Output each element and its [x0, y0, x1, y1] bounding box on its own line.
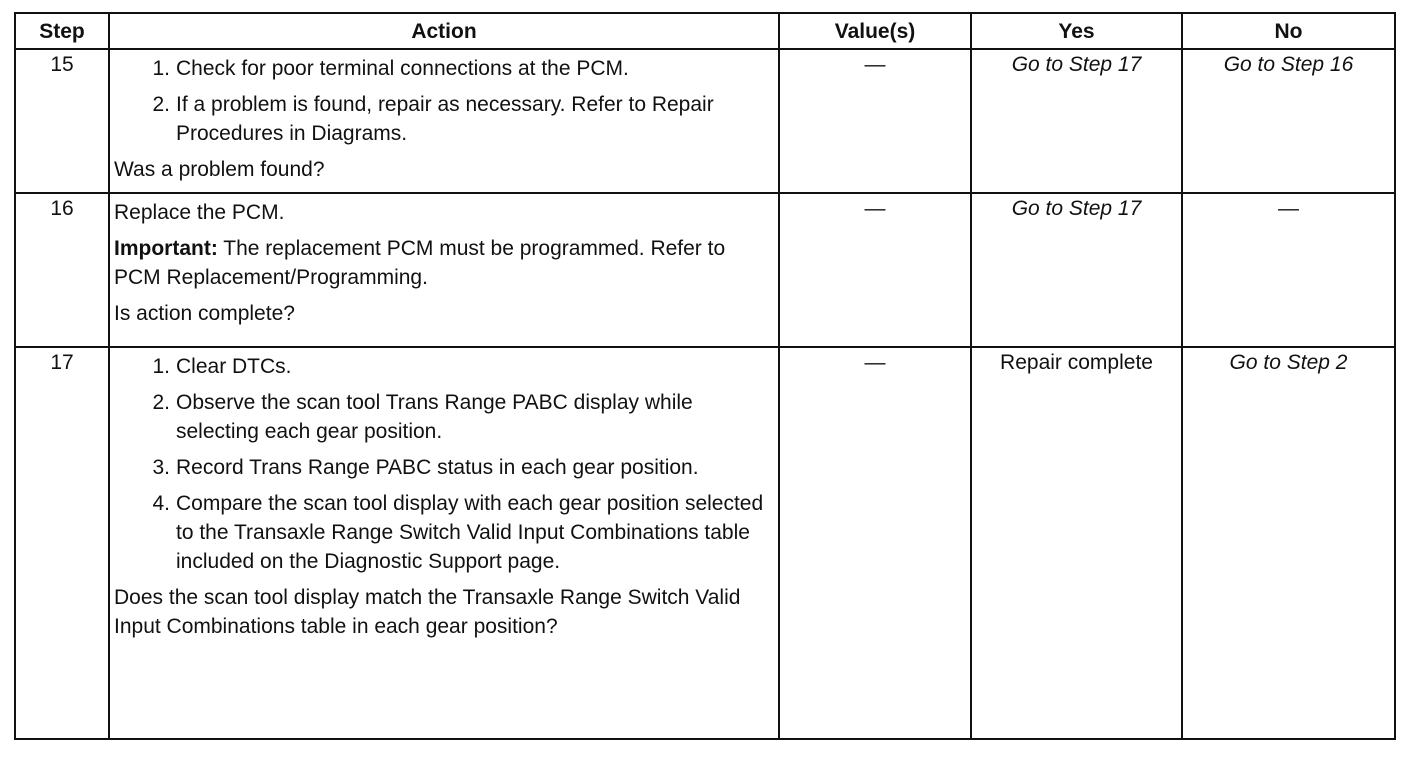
action-item-number: 2.: [152, 391, 170, 414]
yes-link: Repair complete: [1000, 351, 1153, 374]
table-row-step-17: [15, 347, 1395, 739]
header-no: No: [1182, 13, 1395, 49]
action-item-text: Record Trans Range PABC status in each gear position.: [176, 456, 699, 479]
action-item: [114, 453, 772, 482]
no-link: Go to Step 16: [1223, 53, 1354, 76]
action-intro: Replace the PCM.: [114, 201, 285, 224]
table-row-step-15: [15, 49, 1395, 193]
no-link: —: [1278, 197, 1299, 220]
action-cell: [109, 49, 779, 193]
header-action: Action: [109, 13, 779, 49]
action-item: [114, 54, 772, 83]
header-row: [15, 13, 1395, 49]
value-cell: —: [779, 347, 971, 739]
action-item-text: Check for poor terminal connections at the PCM.: [176, 57, 629, 80]
action-item-text: Observe the scan tool Trans Range PABC display while selecting each gear position.: [176, 391, 693, 443]
action-item: [114, 90, 772, 148]
action-item-number: 3.: [152, 456, 170, 479]
action-list: [114, 54, 772, 148]
yes-cell: [971, 193, 1182, 347]
action-item-text: Clear DTCs.: [176, 355, 292, 378]
yes-link: Go to Step 17: [1011, 197, 1142, 220]
step-number: 17: [15, 347, 109, 739]
table-row-step-16: [15, 193, 1395, 347]
value-cell: —: [779, 49, 971, 193]
action-item: [114, 388, 772, 446]
action-question: Is action complete?: [114, 302, 295, 325]
action-item: [114, 489, 772, 576]
diagnostic-table: [14, 12, 1396, 740]
header-yes: Yes: [971, 13, 1182, 49]
no-link: Go to Step 2: [1229, 351, 1348, 374]
action-question: Was a problem found?: [114, 158, 325, 181]
action-list: [114, 352, 772, 576]
no-cell: [1182, 193, 1395, 347]
action-item-number: 1.: [152, 355, 170, 378]
yes-cell: [971, 347, 1182, 739]
action-item: [114, 352, 772, 381]
no-cell: [1182, 49, 1395, 193]
header-values: Value(s): [779, 13, 971, 49]
yes-link: Go to Step 17: [1011, 53, 1142, 76]
important-text: The replacement PCM must be programmed. Refer to PCM Replacement/Programming.: [114, 237, 726, 289]
action-cell: [109, 193, 779, 347]
value-cell: —: [779, 193, 971, 347]
important-note: [114, 234, 772, 292]
step-number: 16: [15, 193, 109, 347]
action-item-number: 1.: [152, 57, 170, 80]
yes-cell: [971, 49, 1182, 193]
step-number: 15: [15, 49, 109, 193]
action-item-text: Compare the scan tool display with each gear position selected to the Transaxle Range Switch Valid Input Combinations table included on the Diagnostic Support page.: [176, 492, 764, 573]
action-cell: [109, 347, 779, 739]
header-step: Step: [15, 13, 109, 49]
action-question: Does the scan tool display match the Transaxle Range Switch Valid Input Combinations table in each gear position?: [114, 586, 741, 638]
action-item-text: If a problem is found, repair as necessary. Refer to Repair Procedures in Diagrams.: [176, 93, 714, 145]
no-cell: [1182, 347, 1395, 739]
action-item-number: 2.: [152, 93, 170, 116]
important-label: Important:: [114, 237, 218, 260]
action-item-number: 4.: [152, 492, 170, 515]
